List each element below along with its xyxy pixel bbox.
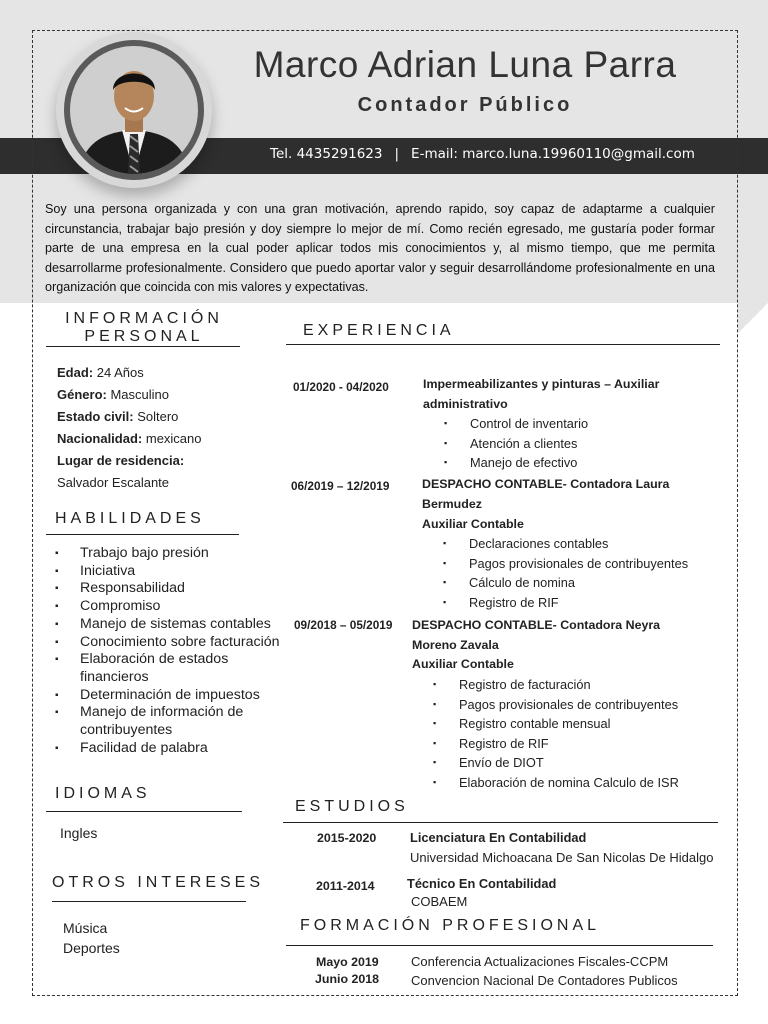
header-corner-decoration [738, 303, 768, 333]
skill-item: ▪ Iniciativa [55, 563, 285, 581]
task-item: ▪ Elaboración de nomina Calculo de ISR [433, 773, 723, 793]
info-label: Edad: [57, 365, 94, 380]
skill-item: ▪ Trabajo bajo presión [55, 545, 285, 563]
info-label: Estado civil: [57, 409, 134, 424]
education-degree: Licenciatura En Contabilidad [410, 830, 587, 845]
section-title-experience: EXPERIENCIA [303, 322, 455, 339]
skill-item: ▪ Responsabilidad [55, 580, 285, 598]
skill-item: ▪ Conocimiento sobre facturación [55, 634, 285, 652]
profile-photo-image [64, 40, 204, 180]
interests-list [63, 918, 120, 958]
task-item: ▪ Envío de DIOT [433, 753, 723, 773]
training-date: Junio 2018 [315, 972, 380, 986]
task-item: ▪ Declaraciones contables [443, 534, 723, 554]
training-name: Convencion Nacional De Contadores Publicos [411, 973, 678, 988]
profile-summary: Soy una persona organizada y con una gran motivación, aprendo rapido, soy capaz de adaptarme a cualquier circunstancia, trabajar bajo presión y doy siempre lo mejor de mí. Como recién egresado, me gustaría poder formar parte de una empresa en la cual poder aplicar todos mis conocimientos y, al mismo tiempo, que me permita desarrollarme profesionalmente. Considero que puedo aportar valor y seguir desarrollándome profesionalmente en una organización que coincida con mis valores y expectativas. [45, 202, 715, 295]
skill-item: ▪ Determinación de impuestos [55, 687, 285, 705]
info-residence-value: Salvador Escalante [57, 475, 170, 490]
section-divider [286, 945, 713, 946]
info-label: Género: [57, 387, 107, 402]
section-divider [286, 344, 720, 345]
skill-item: ▪ Manejo de información de contribuyentes [55, 704, 285, 739]
task-item: ▪ Cálculo de nomina [443, 573, 723, 593]
info-value: mexicano [142, 431, 202, 446]
job-tasks [433, 675, 723, 793]
education-date: 2011-2014 [316, 879, 375, 893]
task-item: ▪ Registro de RIF [443, 593, 723, 613]
section-title-personal-info [48, 310, 240, 346]
section-divider [46, 811, 242, 812]
section-divider [46, 534, 239, 535]
education-date: 2015-2020 [317, 831, 377, 845]
candidate-name: Marco Adrian Luna Parra [253, 44, 677, 85]
task-item: ▪ Registro contable mensual [433, 714, 723, 734]
section-title-line-1: INFORMACIÓN [65, 310, 223, 327]
job-date: 09/2018 – 05/2019 [294, 618, 393, 632]
job-tasks [444, 414, 714, 473]
candidate-profession: Contador Público [357, 94, 573, 116]
task-item: ▪ Manejo de efectivo [444, 453, 714, 473]
section-divider [283, 822, 718, 823]
section-title-professional-training: FORMACIÓN PROFESIONAL [300, 917, 601, 934]
task-item: ▪ Atención a clientes [444, 434, 714, 454]
skill-item: ▪ Elaboración de estados financieros [55, 651, 285, 686]
personal-info-list [57, 362, 277, 494]
job-title: DESPACHO CONTABLE- Contadora Laura Bermudez [422, 477, 670, 511]
training-name: Conferencia Actualizaciones Fiscales-CCPM [411, 954, 669, 969]
skill-item: ▪ Facilidad de palabra [55, 740, 285, 758]
job-role: Auxiliar Contable [422, 517, 524, 531]
section-divider [46, 346, 240, 347]
task-item: ▪ Registro de facturación [433, 675, 723, 695]
education-degree: Técnico En Contabilidad [407, 876, 557, 891]
info-row-nationality [57, 428, 277, 450]
language-item: Ingles [60, 825, 98, 841]
info-value: Soltero [133, 409, 179, 424]
section-title-education: ESTUDIOS [295, 798, 409, 815]
info-row-marital-status [57, 406, 277, 428]
training-date: Mayo 2019 [316, 955, 379, 969]
phone-number: Tel. 4435291623 [270, 146, 383, 162]
job-title: Impermeabilizantes y pinturas – Auxiliar administrativo [423, 377, 660, 411]
task-item: ▪ Pagos provisionales de contribuyentes [433, 695, 723, 715]
info-value: 24 Años [93, 365, 144, 380]
info-value: Masculino [106, 387, 169, 402]
interest-item: Música [63, 920, 108, 936]
contact-separator: | [394, 146, 400, 162]
languages-list [60, 823, 97, 843]
section-title-line-2: PERSONAL [84, 328, 204, 345]
section-title-skills: HABILIDADES [55, 510, 205, 527]
contact-info [270, 146, 725, 162]
profile-photo [56, 32, 212, 188]
info-label: Lugar de residencia: [57, 453, 185, 468]
task-item: ▪ Pagos provisionales de contribuyentes [443, 554, 723, 574]
info-label: Nacionalidad: [57, 431, 143, 446]
job-title: DESPACHO CONTABLE- Contadora Neyra Moreno Zavala [412, 618, 661, 652]
info-row-residence [57, 450, 277, 472]
job-date: 06/2019 – 12/2019 [291, 479, 390, 493]
education-institution: Universidad Michoacana De San Nicolas De Hidalgo [410, 850, 714, 865]
email-address: E-mail: marco.luna.19960110@gmail.com [411, 146, 695, 162]
interest-item: Deportes [63, 940, 120, 956]
task-item: ▪ Control de inventario [444, 414, 714, 434]
info-row-age [57, 362, 277, 384]
skill-item: ▪ Manejo de sistemas contables [55, 616, 285, 634]
section-title-languages: IDIOMAS [55, 785, 151, 802]
skills-list [55, 545, 285, 757]
education-institution: COBAEM [411, 894, 468, 909]
job-role: Auxiliar Contable [412, 657, 514, 671]
skill-item: ▪ Compromiso [55, 598, 285, 616]
job-date: 01/2020 - 04/2020 [293, 380, 389, 394]
section-title-interests: OTROS INTERESES [52, 874, 265, 891]
section-divider [52, 901, 246, 902]
info-row-gender [57, 384, 277, 406]
task-item: ▪ Registro de RIF [433, 734, 723, 754]
job-tasks [443, 534, 723, 612]
